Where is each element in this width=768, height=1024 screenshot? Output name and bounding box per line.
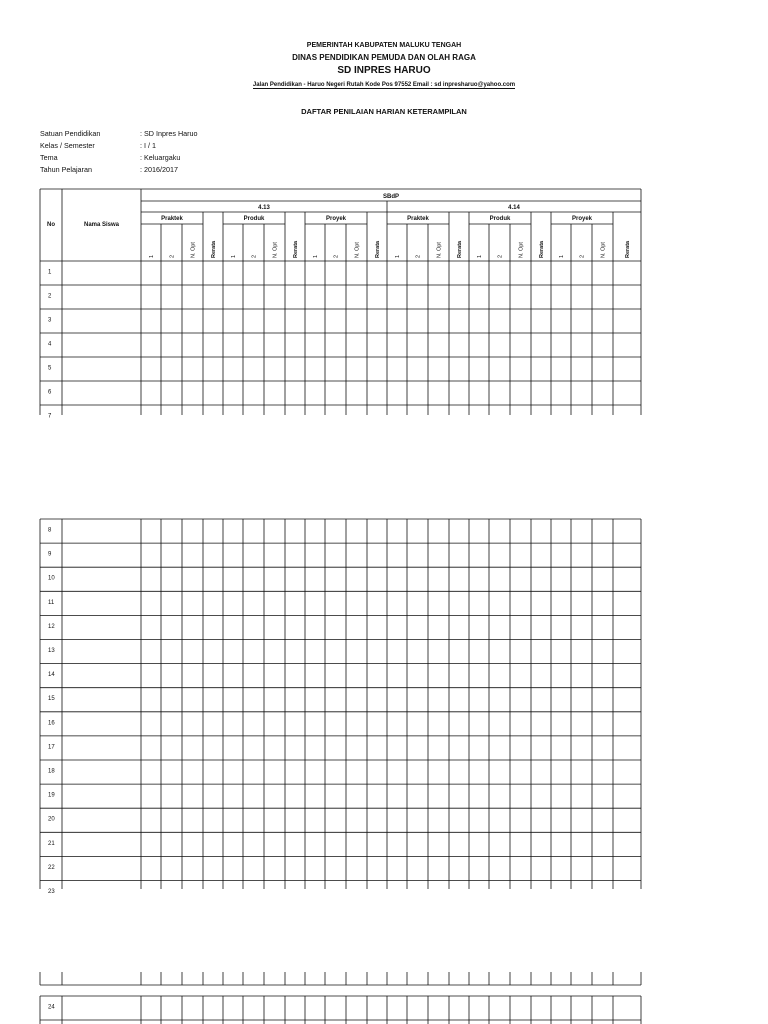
header-subcol: N. Opt <box>436 242 443 258</box>
header-subcol: N. Opt <box>272 242 279 258</box>
row-number: 24 <box>48 1004 55 1011</box>
info-label: Tahun Pelajaran <box>40 165 92 174</box>
row-number: 15 <box>48 696 55 703</box>
header-department: DINAS PENDIDIKAN PEMUDA DAN OLAH RAGA <box>292 53 476 62</box>
row-number: 18 <box>48 768 55 775</box>
header-kd-413: 4.13 <box>258 205 270 211</box>
header-school-name: SD INPRES HARUO <box>337 65 431 76</box>
row-number: 16 <box>48 720 55 727</box>
header-subcol: 2 <box>251 254 258 258</box>
header-rerata: Rerata <box>457 240 463 258</box>
header-group-proyek: Proyek <box>325 216 347 222</box>
header-rerata: Rerata <box>293 240 299 258</box>
header-subcol: 2 <box>333 254 340 258</box>
row-number: 23 <box>48 889 55 895</box>
row-number: 5 <box>48 365 52 372</box>
row-number: 8 <box>48 527 52 534</box>
header-rerata: Rerata <box>625 240 631 258</box>
header-rerata: Rerata <box>375 240 381 258</box>
header-group-proyek: Proyek <box>571 216 593 222</box>
header-subcol: 2 <box>497 254 504 258</box>
info-value: : SD Inpres Haruo <box>140 129 198 138</box>
row-number: 22 <box>48 864 55 871</box>
header-rerata: Rerata <box>211 240 217 258</box>
header-subcol: N. Opt <box>354 242 361 258</box>
info-value: : I / 1 <box>140 141 156 150</box>
header-subcol: 1 <box>313 254 319 258</box>
row-number: 19 <box>48 792 55 799</box>
header-group-produk: Produk <box>489 216 511 222</box>
row-number: 6 <box>48 389 52 396</box>
row-number: 7 <box>48 413 52 420</box>
header-subcol: 1 <box>559 254 565 258</box>
document-title: DAFTAR PENILAIAN HARIAN KETERAMPILAN <box>301 107 467 116</box>
row-number: 13 <box>48 648 55 654</box>
row-number: 11 <box>48 599 55 606</box>
row-number: 17 <box>48 744 55 751</box>
header-subcol: 2 <box>415 254 422 258</box>
header-subcol: N. Opt <box>600 242 607 258</box>
row-number: 4 <box>48 341 52 348</box>
header-subcol: 1 <box>231 254 237 258</box>
row-number: 12 <box>48 623 55 630</box>
header-kd-414: 4.14 <box>508 205 520 211</box>
info-value: : Keluargaku <box>140 153 181 162</box>
header-subcol: 2 <box>579 254 586 258</box>
info-label: Kelas / Semester <box>40 141 95 150</box>
row-number: 1 <box>48 269 52 276</box>
row-number: 9 <box>48 551 52 558</box>
info-label: Tema <box>40 153 58 162</box>
header-subcol: 2 <box>169 254 176 258</box>
row-number: 14 <box>48 672 55 679</box>
header-group-praktek: Praktek <box>407 216 429 222</box>
header-address-text: Jalan Pendidikan - Haruo Negeri Rutah Kode Pos 97552 Email : sd inpresharuo@yahoo.com <box>252 82 516 88</box>
info-value: : 2016/2017 <box>140 165 178 174</box>
header-nama-siswa: Nama Siswa <box>83 222 120 228</box>
row-number: 10 <box>48 575 55 582</box>
header-group-praktek: Praktek <box>161 216 183 222</box>
row-number: 2 <box>48 293 52 300</box>
header-no: No <box>47 222 55 228</box>
header-rerata: Rerata <box>539 240 545 258</box>
row-number: 3 <box>48 317 52 324</box>
header-subcol: 1 <box>149 254 155 258</box>
header-subcol: N. Opt <box>518 242 525 258</box>
header-subject: SBdP <box>382 194 400 200</box>
header-group-produk: Produk <box>243 216 265 222</box>
row-number: 21 <box>48 840 55 847</box>
header-subcol: N. Opt <box>190 242 197 258</box>
header-subcol: 1 <box>477 254 483 258</box>
header-subcol: 1 <box>395 254 401 258</box>
header-government: PEMERINTAH KABUPATEN MALUKU TENGAH <box>306 42 462 49</box>
row-number: 20 <box>48 816 55 823</box>
info-label: Satuan Pendidikan <box>40 129 101 138</box>
